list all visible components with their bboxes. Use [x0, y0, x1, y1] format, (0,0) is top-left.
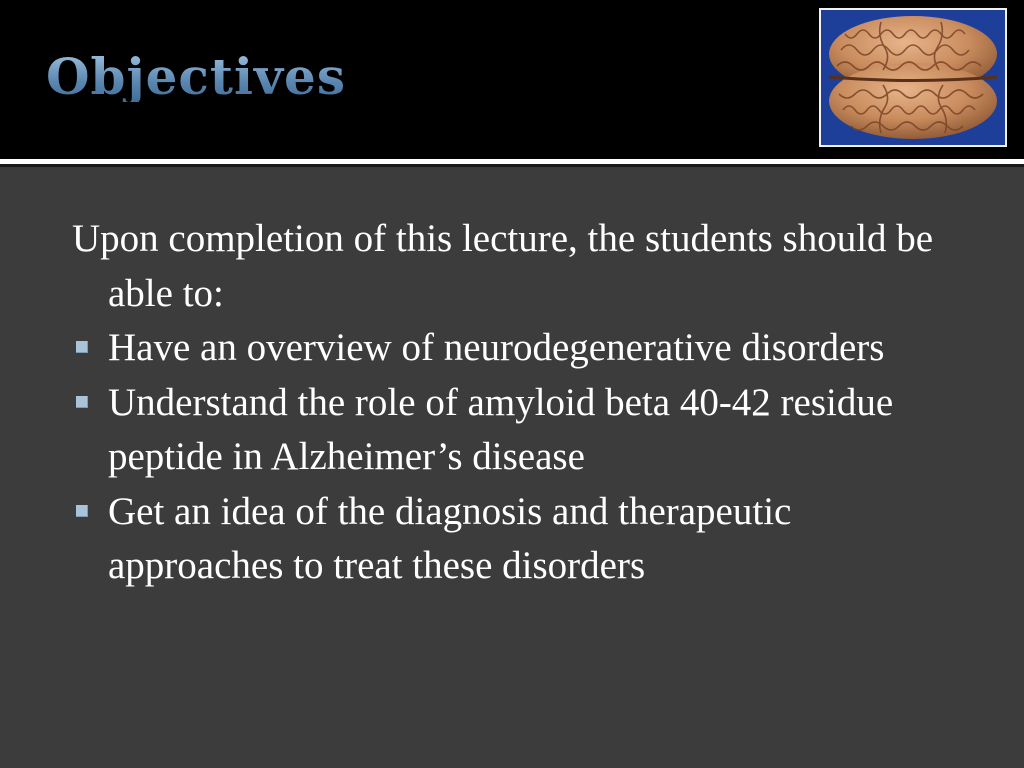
title-divider-shadow [0, 164, 1024, 167]
list-item-text: Have an overview of neurodegenerative disorders [108, 326, 885, 369]
list-item [72, 321, 952, 376]
list-item [72, 485, 952, 594]
brain-icon [821, 10, 1005, 145]
slide-body [72, 212, 952, 594]
brain-image [819, 8, 1007, 147]
square-bullet-icon [76, 505, 88, 517]
square-bullet-icon [76, 396, 88, 408]
square-bullet-icon [76, 341, 88, 353]
slide-title: Objectives [46, 47, 346, 106]
objectives-list [72, 321, 952, 594]
list-item-text: Get an idea of the diagnosis and therapeutic approaches to treat these disorders [108, 489, 792, 587]
intro-text: Upon completion of this lecture, the students should be able to: [72, 217, 934, 315]
list-item [72, 376, 952, 485]
title-bar [0, 0, 1024, 159]
list-item-text: Understand the role of amyloid beta 40-42 residue peptide in Alzheimer’s disease [108, 380, 894, 478]
